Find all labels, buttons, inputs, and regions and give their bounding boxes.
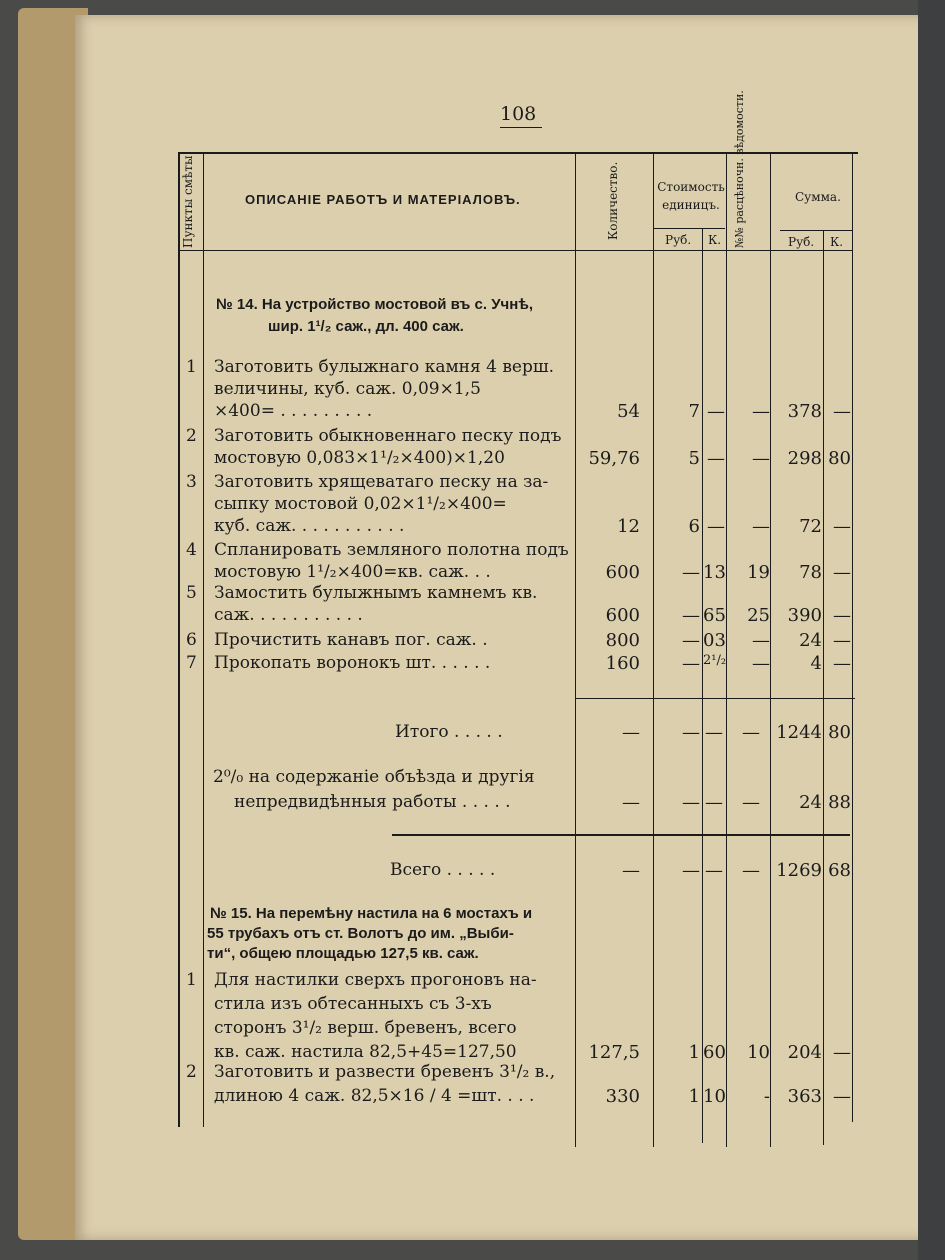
section15-item-number: 1 bbox=[186, 970, 197, 990]
section14-item-text: саж. . . . . . . . . . . bbox=[214, 605, 363, 625]
section14-item-sum-kop: — bbox=[833, 562, 851, 583]
section14-item-number: 6 bbox=[186, 630, 197, 650]
vsego-rate: — bbox=[742, 860, 760, 881]
section14-item-rate: 19 bbox=[747, 562, 770, 583]
section14-item-rate: — bbox=[752, 630, 770, 651]
section14-title-line1: № 14. На устройство мостовой въ с. Учнѣ, bbox=[216, 296, 534, 313]
section14-item-unit-rub: — bbox=[682, 653, 700, 674]
header-sum-rub: Руб. bbox=[788, 235, 815, 249]
section15-item-text: сторонъ 3¹/₂ верш. бревенъ, всего bbox=[214, 1018, 517, 1038]
header-sum: Сумма. bbox=[795, 190, 841, 204]
table-top-rule bbox=[178, 152, 858, 154]
section14-item-qty: 600 bbox=[605, 605, 640, 626]
section14-item-number: 1 bbox=[186, 357, 197, 377]
col-line-6 bbox=[770, 152, 771, 1147]
col-line-3 bbox=[653, 152, 654, 1147]
section14-item-qty: 600 bbox=[605, 562, 640, 583]
itogo-rule bbox=[575, 698, 855, 699]
section14-item-unit-rub: 7 bbox=[688, 401, 700, 422]
section14-item-text: Заготовить обыкновеннаго песку подъ bbox=[214, 426, 562, 446]
section14-item-qty: 59,76 bbox=[588, 448, 640, 469]
section14-item-rate: — bbox=[752, 653, 770, 674]
section15-item-rate: 10 bbox=[747, 1042, 770, 1063]
section14-item-text: Спланировать земляного полотна подъ bbox=[214, 540, 569, 560]
itogo-sum-kop: 80 bbox=[828, 722, 851, 743]
section15-line1: № 15. На перемѣну настила на 6 мостахъ и bbox=[210, 905, 533, 922]
section14-item-sum-rub: 78 bbox=[799, 562, 822, 583]
header-points: Пункты смѣты bbox=[181, 155, 195, 248]
col-line-1 bbox=[203, 152, 204, 1127]
section14-item-number: 7 bbox=[186, 653, 197, 673]
section14-item-number: 4 bbox=[186, 540, 197, 560]
section14-item-unit-kop: 13 bbox=[703, 562, 726, 583]
section15-item-text: кв. саж. настила 82,5+45=127,50 bbox=[214, 1042, 517, 1062]
section14-item-unit-rub: 6 bbox=[688, 516, 700, 537]
percent-line1: 2⁰/₀ на содержаніе объѣзда и другія bbox=[213, 767, 535, 787]
vsego-sum-rub: 1269 bbox=[776, 860, 822, 881]
col-line-4 bbox=[702, 228, 703, 1143]
section14-item-number: 3 bbox=[186, 472, 197, 492]
section14-item-text: Заготовить булыжнаго камня 4 верш. bbox=[214, 357, 555, 377]
vsego-sum-kop: 68 bbox=[828, 860, 851, 881]
unit-sub-rule bbox=[653, 228, 725, 229]
section15-item-sum-kop: — bbox=[833, 1042, 851, 1063]
section14-item-text: Замостить булыжнымъ камнемъ кв. bbox=[214, 583, 538, 603]
percent-unit-kop: — bbox=[705, 792, 723, 813]
vsego-rule bbox=[392, 834, 850, 836]
section14-item-text: величины, куб. саж. 0,09×1,5 bbox=[214, 379, 481, 399]
section15-item-qty: 127,5 bbox=[588, 1042, 640, 1063]
section14-item-unit-rub: — bbox=[682, 562, 700, 583]
itogo-unit-kop: — bbox=[705, 722, 723, 743]
header-description: ОПИСАНІЕ РАБОТЪ И МАТЕРІАЛОВЪ. bbox=[245, 192, 521, 207]
section15-item-unit-rub: 1 bbox=[688, 1042, 700, 1063]
background-right bbox=[918, 0, 945, 1260]
col-line-8 bbox=[852, 152, 853, 1122]
section14-item-sum-rub: 298 bbox=[787, 448, 822, 469]
vsego-label: Всего . . . . . bbox=[390, 860, 496, 880]
itogo-qty: — bbox=[622, 722, 640, 743]
col-line-7 bbox=[823, 230, 824, 1145]
percent-unit-rub: — bbox=[682, 792, 700, 813]
section15-item-sum-rub: 363 bbox=[787, 1086, 822, 1107]
col-line-5 bbox=[726, 152, 727, 1147]
header-unit-cost: Стоимость единицъ. bbox=[657, 180, 725, 212]
section14-item-unit-kop: — bbox=[707, 448, 725, 469]
section14-item-rate: — bbox=[752, 516, 770, 537]
section14-item-text: ×400= . . . . . . . . . bbox=[214, 401, 373, 421]
section14-item-unit-rub: 5 bbox=[688, 448, 700, 469]
section15-item-unit-kop: 10 bbox=[703, 1086, 726, 1107]
section15-item-unit-kop: 60 bbox=[703, 1042, 726, 1063]
page-number: 108 bbox=[500, 103, 537, 125]
itogo-rate: — bbox=[742, 722, 760, 743]
percent-sum-kop: 88 bbox=[828, 792, 851, 813]
itogo-label: Итого . . . . . bbox=[395, 722, 503, 742]
section14-item-qty: 800 bbox=[605, 630, 640, 651]
section14-item-sum-kop: — bbox=[833, 653, 851, 674]
col-line-0 bbox=[178, 152, 180, 1127]
sum-sub-rule bbox=[780, 230, 852, 231]
header-bottom-rule bbox=[178, 250, 853, 251]
section15-item-text: Заготовить и развести бревенъ 3¹/₂ в., bbox=[214, 1062, 556, 1082]
section15-item-text: Для настилки сверхъ прогоновъ на- bbox=[214, 970, 537, 990]
section14-item-text: мостовую 0,083×1¹/₂×400)×1,20 bbox=[214, 448, 505, 468]
itogo-sum-rub: 1244 bbox=[776, 722, 822, 743]
section14-item-sum-rub: 390 bbox=[787, 605, 822, 626]
section14-item-sum-rub: 4 bbox=[810, 653, 822, 674]
section14-title-line2: шир. 1¹/₂ саж., дл. 400 саж. bbox=[268, 318, 464, 335]
section14-item-rate: — bbox=[752, 448, 770, 469]
section14-item-text: сыпку мостовой 0,02×1¹/₂×400= bbox=[214, 494, 507, 514]
section14-item-rate: 25 bbox=[747, 605, 770, 626]
section15-item-sum-rub: 204 bbox=[787, 1042, 822, 1063]
section14-item-number: 2 bbox=[186, 426, 197, 446]
section14-item-sum-rub: 72 bbox=[799, 516, 822, 537]
section15-item-rate: - bbox=[763, 1086, 770, 1107]
section14-item-sum-kop: — bbox=[833, 516, 851, 537]
header-unit-kop: К. bbox=[708, 233, 722, 247]
section14-item-unit-kop: 2¹/₂ bbox=[703, 653, 727, 668]
section15-item-qty: 330 bbox=[605, 1086, 640, 1107]
percent-sum-rub: 24 bbox=[799, 792, 822, 813]
percent-qty: — bbox=[622, 792, 640, 813]
section15-line2: 55 трубахъ отъ ст. Волотъ до им. „Выби- bbox=[207, 925, 514, 942]
page-number-underline bbox=[500, 127, 542, 128]
section14-item-sum-kop: — bbox=[833, 605, 851, 626]
section14-item-sum-rub: 378 bbox=[787, 401, 822, 422]
section14-item-number: 5 bbox=[186, 583, 197, 603]
section14-item-sum-rub: 24 bbox=[799, 630, 822, 651]
section14-item-unit-kop: — bbox=[707, 516, 725, 537]
section14-item-rate: — bbox=[752, 401, 770, 422]
percent-line2: непредвидѣнныя работы . . . . . bbox=[234, 792, 511, 812]
section15-item-number: 2 bbox=[186, 1062, 197, 1082]
section14-item-sum-kop: 80 bbox=[828, 448, 851, 469]
vsego-unit-kop: — bbox=[705, 860, 723, 881]
section14-item-unit-rub: — bbox=[682, 630, 700, 651]
section14-item-qty: 160 bbox=[605, 653, 640, 674]
section15-item-text: стила изъ обтесанныхъ съ 3-хъ bbox=[214, 994, 492, 1014]
header-unit-rub: Руб. bbox=[665, 233, 692, 247]
section14-item-text: Заготовить хрящеватаго песку на за- bbox=[214, 472, 549, 492]
section15-item-sum-kop: — bbox=[833, 1086, 851, 1107]
section14-item-unit-kop: 03 bbox=[703, 630, 726, 651]
section14-item-unit-kop: — bbox=[707, 401, 725, 422]
col-line-2 bbox=[575, 152, 576, 1147]
section15-line3: ти“, общею площадью 127,5 кв. саж. bbox=[207, 945, 479, 962]
header-sum-kop: К. bbox=[830, 235, 844, 249]
section14-item-text: мостовую 1¹/₂×400=кв. саж. . . bbox=[214, 562, 491, 582]
itogo-unit-rub: — bbox=[682, 722, 700, 743]
percent-rate: — bbox=[742, 792, 760, 813]
section14-item-text: Прочистить канавъ пог. саж. . bbox=[214, 630, 488, 650]
section14-item-unit-rub: — bbox=[682, 605, 700, 626]
vsego-unit-rub: — bbox=[682, 860, 700, 881]
section14-item-sum-kop: — bbox=[833, 401, 851, 422]
vsego-qty: — bbox=[622, 860, 640, 881]
section15-item-unit-rub: 1 bbox=[688, 1086, 700, 1107]
section15-item-text: длиною 4 саж. 82,5×16 / 4 =шт. . . . bbox=[214, 1086, 535, 1106]
section14-item-unit-kop: 65 bbox=[703, 605, 726, 626]
section14-item-text: Прокопать воронокъ шт. . . . . . bbox=[214, 653, 491, 673]
section14-item-qty: 54 bbox=[617, 401, 640, 422]
header-quantity: Количество. bbox=[606, 161, 620, 240]
section14-item-text: куб. саж. . . . . . . . . . . bbox=[214, 516, 405, 536]
section14-item-sum-kop: — bbox=[833, 630, 851, 651]
header-rate-no: №№ расцѣночн. вѣдомости. bbox=[733, 90, 746, 248]
section14-item-qty: 12 bbox=[617, 516, 640, 537]
